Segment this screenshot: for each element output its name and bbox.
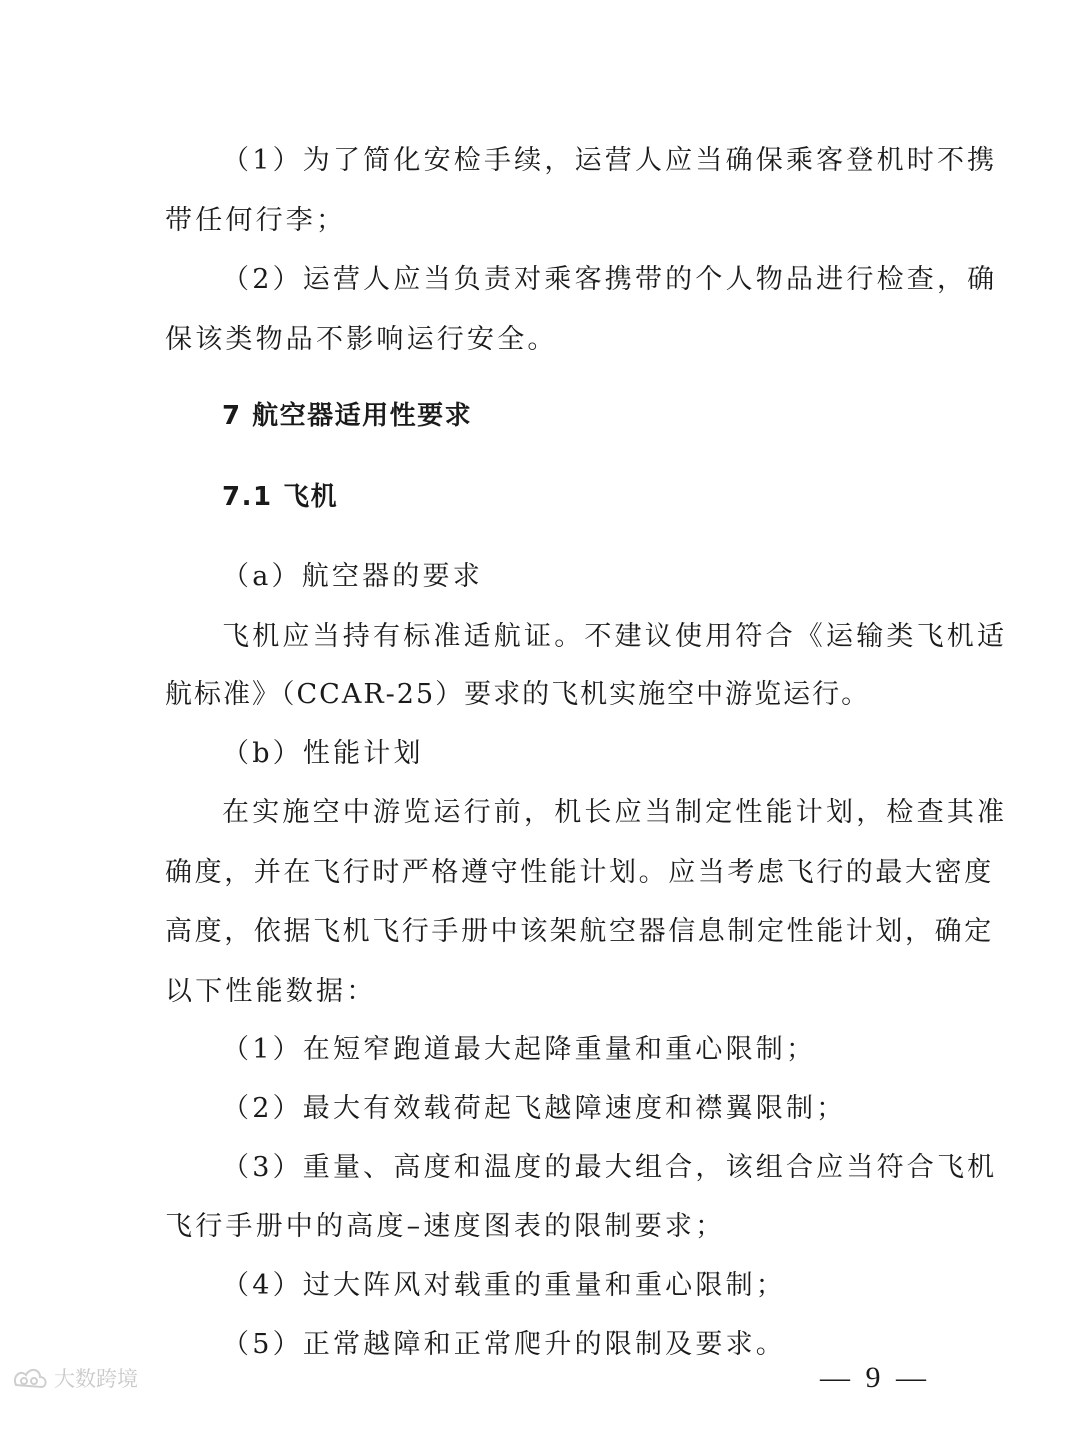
paragraph-line: （1）为了简化安检手续，运营人应当确保乘客登机时不携 [222, 145, 998, 176]
paragraph-line: 高度，依据飞机飞行手册中该架航空器信息制定性能计划，确定 [165, 916, 994, 947]
page-number: — 9 — [820, 1361, 930, 1394]
paragraph-line: 确度，并在飞行时严格遵守性能计划。应当考虑飞行的最大密度 [165, 857, 994, 888]
list-item: （5）正常越障和正常爬升的限制及要求。 [222, 1329, 786, 1360]
paragraph-line: 保该类物品不影响运行安全。 [165, 324, 558, 355]
list-item: （2）最大有效载荷起飞越障速度和襟翼限制； [222, 1093, 847, 1124]
paragraph-line: 航标准》（CCAR-25）要求的飞机实施空中游览运行。 [165, 679, 871, 710]
paragraph-line: 在实施空中游览运行前，机长应当制定性能计划，检查其准 [222, 797, 1008, 828]
paragraph-line: 飞机应当持有标准适航证。不建议使用符合《运输类飞机适 [222, 621, 1008, 652]
paragraph-line: （a）航空器的要求 [222, 561, 483, 592]
list-item: （4）过大阵风对载重的重量和重心限制； [222, 1270, 786, 1301]
brand-logo-icon [10, 1363, 50, 1393]
list-item: （3）重量、高度和温度的最大组合，该组合应当符合飞机 [222, 1152, 998, 1183]
paragraph-line: 以下性能数据： [165, 976, 377, 1007]
list-item: 飞行手册中的高度–速度图表的限制要求； [165, 1211, 726, 1242]
list-item: （1）在短窄跑道最大起降重量和重心限制； [222, 1034, 817, 1065]
paragraph-line: 带任何行李； [165, 205, 347, 236]
paragraph-line: （2）运营人应当负责对乘客携带的个人物品进行检查，确 [222, 264, 998, 295]
paragraph-line: （b）性能计划 [222, 738, 424, 769]
section-heading: 7 航空器适用性要求 [222, 401, 473, 431]
watermark [10, 1363, 138, 1393]
watermark-text: 大数跨境 [54, 1367, 138, 1391]
subsection-heading: 7.1 飞机 [222, 482, 339, 512]
